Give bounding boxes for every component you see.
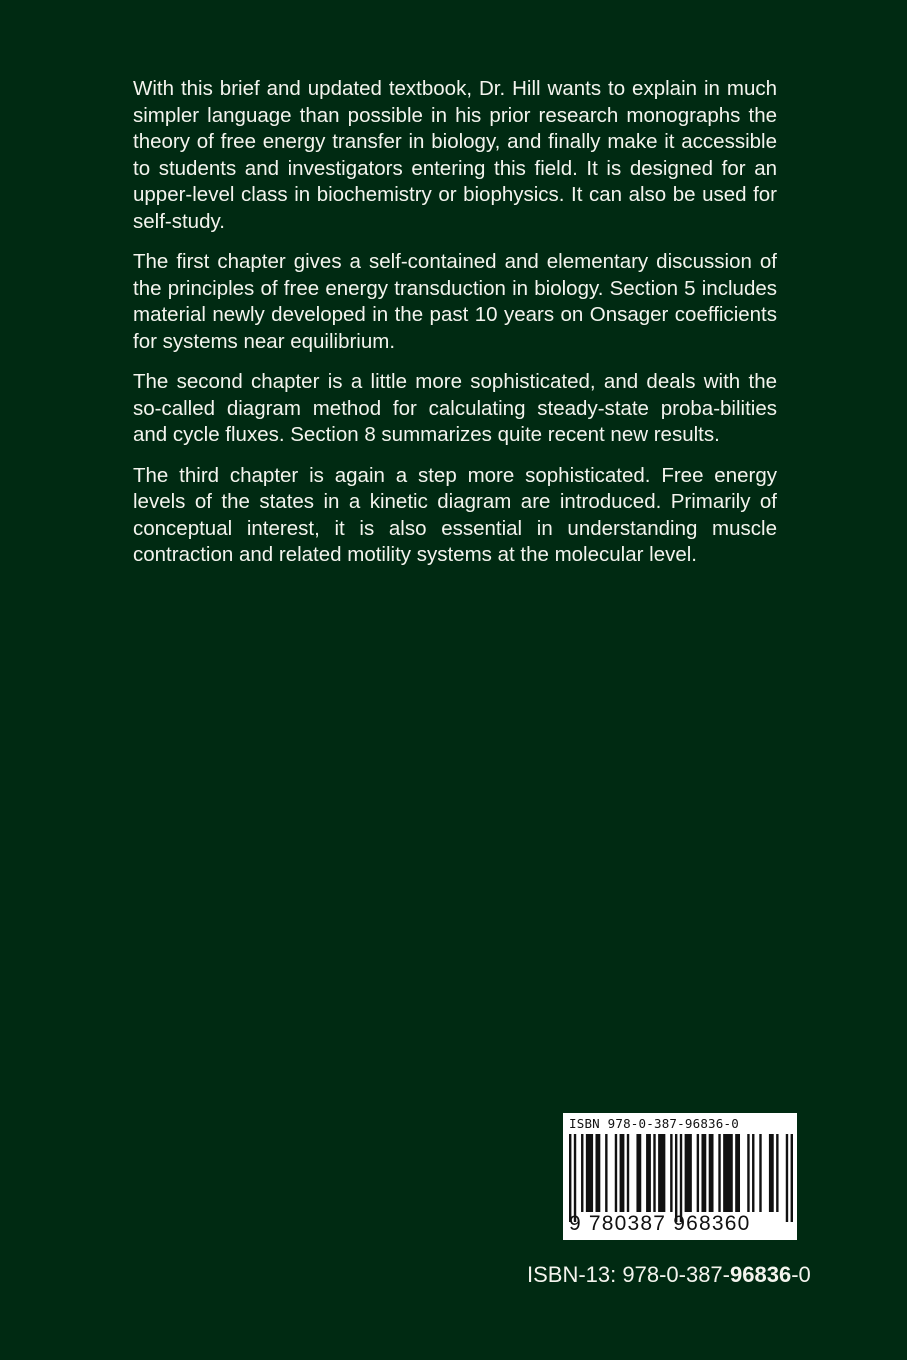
barcode-bar — [636, 1134, 641, 1212]
barcode-bar — [776, 1134, 778, 1212]
blurb-paragraph-2: The first chapter gives a self-contained and elementary discussion of the principles of free energy transduction in biology. Section 5 includes material newly developed in the past 10 years on Onsager coefficients for systems near equilibrium. — [133, 250, 777, 353]
barcode-bar — [680, 1134, 682, 1222]
barcode-bar — [759, 1134, 761, 1212]
blurb-text — [133, 76, 777, 583]
barcode-bar — [605, 1134, 607, 1212]
isbn13-suffix: -0 — [791, 1262, 811, 1287]
barcode-bar — [723, 1134, 733, 1212]
isbn13-bold: 96836 — [730, 1262, 792, 1287]
barcode-bar — [595, 1134, 600, 1212]
barcode-bar — [653, 1134, 655, 1212]
barcode-bar — [581, 1134, 583, 1212]
blurb-paragraph-1: With this brief and updated textbook, Dr. Hill wants to explain in much simpler language than possible in his prior research monographs the theory of free energy transfer in biology, and finally make it accessible to students and investigators entering this field. It is designed for an upper-level class in biochemistry or biophysics. It can also be used for self-study. — [133, 77, 777, 233]
blurb-paragraph-3: The second chapter is a little more sophisticated, and deals with the so-called diagram method for calculating steady-state proba-bilities and cycle fluxes. Section 8 summarizes quite recent new results. — [133, 370, 777, 446]
barcode-isbn-label: ISBN 978-0-387-96836-0 — [569, 1116, 739, 1131]
barcode-bar — [574, 1134, 576, 1222]
barcode-bar — [675, 1134, 677, 1222]
barcode-bar — [701, 1134, 706, 1212]
barcode-bar — [646, 1134, 651, 1212]
isbn-13-line — [527, 1262, 811, 1288]
isbn13-prefix: ISBN-13: 978-0-387- — [527, 1262, 730, 1287]
barcode-bar — [709, 1134, 714, 1212]
barcode-bar — [697, 1134, 699, 1212]
barcode-bar — [747, 1134, 749, 1212]
blurb-paragraph-4: The third chapter is again a step more sophisticated. Free energy levels of the states in a kinetic diagram are introduced. Primarily of conceptual interest, it is also essential in understanding muscle contraction and related motility systems at the molecular level. — [133, 463, 777, 566]
barcode-bars — [569, 1134, 793, 1222]
barcode-bar — [670, 1134, 672, 1212]
barcode-bar — [627, 1134, 629, 1212]
barcode-bar — [685, 1134, 692, 1212]
barcode-bar — [769, 1134, 774, 1212]
barcode-digits: 9 780387 968360 — [569, 1212, 751, 1235]
barcode-bar — [752, 1134, 754, 1212]
barcode-bar — [658, 1134, 665, 1212]
barcode-bar — [718, 1134, 720, 1212]
barcode-bar — [786, 1134, 788, 1222]
barcode-bar — [569, 1134, 571, 1222]
isbn-barcode — [563, 1113, 797, 1240]
barcode-bar — [735, 1134, 740, 1212]
barcode-bar — [791, 1134, 793, 1222]
barcode-bar — [586, 1134, 593, 1212]
barcode-bar — [620, 1134, 625, 1212]
barcode-bar — [615, 1134, 617, 1212]
